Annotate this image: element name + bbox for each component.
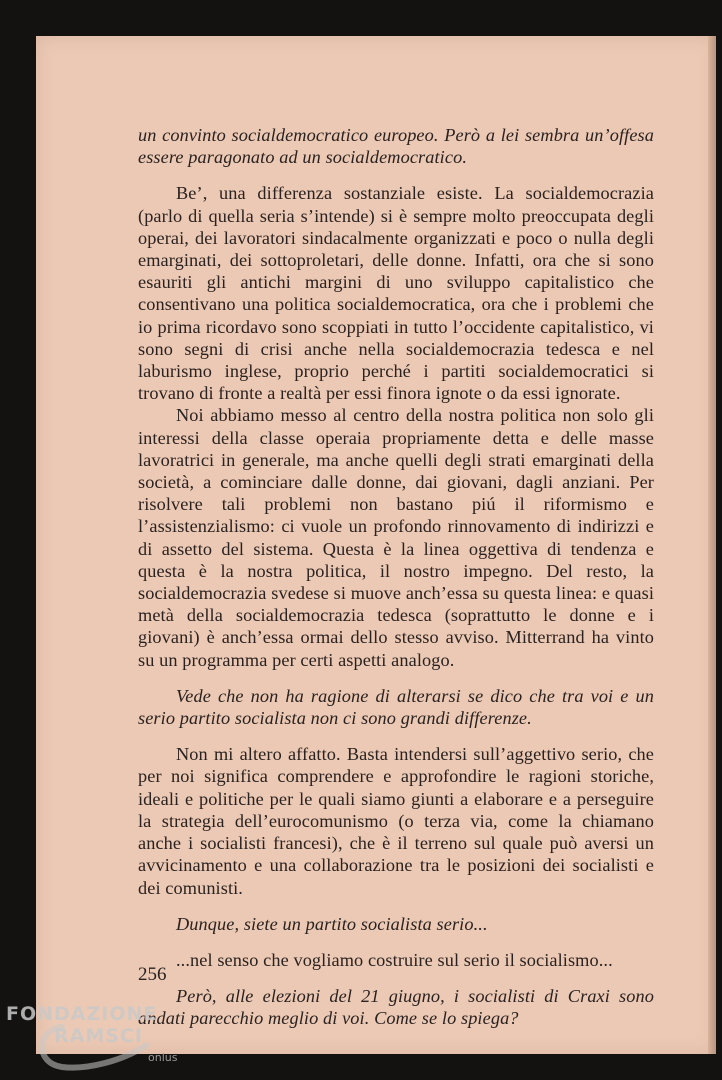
question-paragraph: un convinto socialdemocratico europeo. Però a lei sembra un’offesa essere paragonato ad un socialdemocratico. (138, 125, 654, 168)
logo-onlus: onlus (148, 1051, 178, 1064)
question-paragraph: Dunque, siete un partito socialista serio... (176, 913, 488, 934)
answer-paragraph: Non mi altero affatto. Basta intendersi sull’aggettivo serio, che per noi significa comprendere e approfondire le ragioni storiche, ideali e politiche per le quali siamo giunti a elaborare e a perseguire la strategia dell’eurocomunismo (o terza via, come la chiamano anche i socialisti francesi), che è il terreno sul quale può aversi un avvicinamento e una collaborazione tra le posizioni dei socialisti e dei comunisti. (138, 744, 654, 898)
book-page (36, 36, 716, 1054)
page-number: 256 (138, 964, 167, 985)
logo-text-line2: RAMSCI (54, 1025, 143, 1047)
fondazione-gramsci-logo (2, 995, 182, 1075)
body-text (138, 124, 654, 1030)
answer-paragraph: Be’, una differenza sostanziale esiste. La socialdemocrazia (parlo di quella seria s’intende) si è sempre molto preoccupata degli operai, dei lavoratori sindacalmente organizzati e poco o nulla degli emarginati, dei sottoproletari, delle donne. Infatti, ora che si sono esauriti gli antichi margini di uno sviluppo capitalistico che consentivano una politica socialdemocratica, ora che i problemi che io prima ricordavo sono scoppiati in tutto l’occidente capitalistico, vi sono segni di crisi anche nella socialdemocrazia tedesca e nel laburismo inglese, proprio perché i partiti socialdemocratici si trovano di fronte a realtà per essi finora ignote o da essi ignorate. (138, 183, 654, 404)
question-paragraph: Vede che non ha ragione di alterarsi se dico che tra voi e un serio partito socialista non ci sono grandi differenze. (138, 685, 654, 729)
logo-text-line1: FONDAZIONE (6, 1003, 158, 1025)
answer-paragraph: Noi abbiamo messo al centro della nostra politica non solo gli interessi della classe operaia propriamente detta e delle masse lavoratrici in generale, ma anche quelli degli strati emarginati della società, a cominciare dalle donne, dai giovani, dagli anziani. Per risolvere tali problemi non bastano piú il riformismo e l’assistenzialismo: ci vuole un profondo rinnovamento di indirizzi e di assetto del sistema. Questa è la linea oggettiva di tendenza e questa è la nostra politica, il nostro impegno. Del resto, la socialdemocrazia svedese si muove anch’essa su questa linea: e quasi metà della socialdemocrazia tedesca (soprattutto le donne e i giovani) è anch’essa ormai dello stesso avviso. Mitterrand ha vinto su un programma per certi aspetti analogo. (138, 405, 654, 670)
question-paragraph: Però, alle elezioni del 21 giugno, i socialisti di Craxi sono andati parecchio meglio di voi. Come se lo spiega? (138, 986, 654, 1029)
answer-paragraph: ...nel senso che vogliamo costruire sul serio il socialismo... (176, 949, 613, 970)
page-edge (708, 36, 716, 1054)
